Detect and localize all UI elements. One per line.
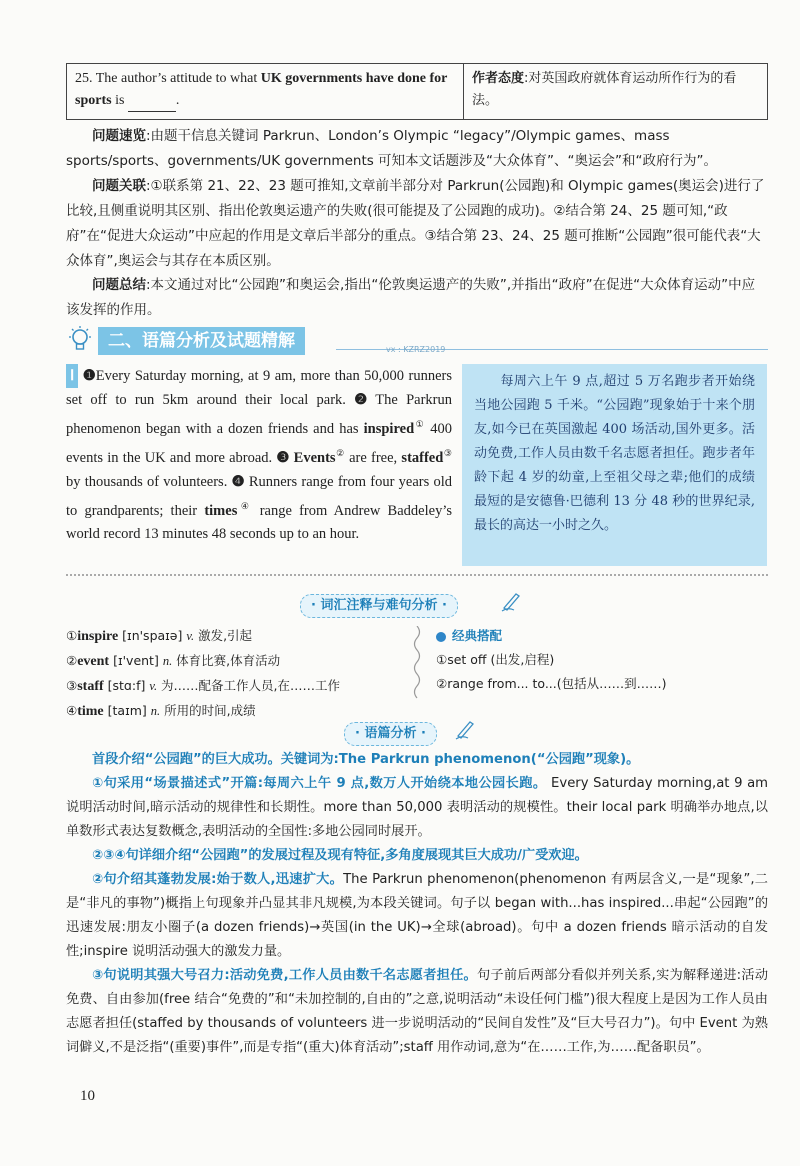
analysis-pill: · 语篇分析 · <box>344 722 437 746</box>
vocab-item: ①inspire [ɪn'spaɪə] v. 激发,引起 <box>66 628 253 644</box>
sentence-number: ❷ <box>354 392 368 408</box>
sentence-3a: are free, <box>344 449 402 466</box>
summary-para-3 <box>66 273 768 323</box>
stem-text: 25. The author’s attitude to what <box>75 71 261 86</box>
lightbulb-icon <box>66 325 94 355</box>
answer-text: :对英国政府就体育运动所作行为的看法。 <box>472 71 737 108</box>
footnote-mark: ③ <box>443 447 452 458</box>
footnote-mark: ④ <box>237 500 253 511</box>
section-header <box>66 323 768 359</box>
pen-icon <box>500 590 522 612</box>
analysis-para: ①句采用“场景描述式”开篇:每周六上午 9 点,数万人开始绕本地公园长跑。 Every Saturday morning,at 9 am 说明活动时间,暗示活动的规律性和长期性。more than 50,000 表明活动的规模性。their local park 明确举办地点,以单数形式表达复数概念,表明活动的全国性:多地公园同时展开。 <box>66 776 768 839</box>
vocab-word: times <box>204 502 238 519</box>
analysis-para: ③句说明其强大号召力:活动免费,工作人员由数千名志愿者担任。句子前后两部分看似并列关系,实为解释递进:活动免费、自由参加(free 结合“免费的”和“未加控制的,自由的”之意,说明活动“未设任何门槛”)很大程度上是因为工作人员由志愿者担任(staffed by thousands of volunteers 进一步说明活动的“民间自发性”及“巨大号召力”)。句中 Event 为熟词僻义,不是泛指“(重要)事件”,而是专指“(重大)体育活动”;staff 用作动词,意为“在……工作,为……配备职员”。 <box>66 968 769 1055</box>
translation-text: 每周六上午 9 点,超过 5 万名跑步者开始绕当地公园跑 5 千米。“公园跑”现象始于十来个朋友,如今已在英国激起 400 场活动,国外更多。活动免费,工作人员由数千名志愿者担任。跑步者年龄下起 4 岁的幼童,上至祖父母之辈;他们的成绩最短的是安德鲁·巴德利 13 分 48 秒的世界纪录,最长的高达一小时之久。 <box>474 374 755 533</box>
analysis-heading: ②③④句详细介绍“公园跑”的发展过程及现有特征,多角度展现其巨大成功/广受欢迎。 <box>92 848 588 863</box>
stem-bold: UK governments have done for sports <box>75 71 448 108</box>
sentence-4a: Runners range from four years old to grandparents; their <box>66 473 453 519</box>
dotted-divider <box>66 574 768 576</box>
analysis-para: ②句介绍其蓬勃发展:始于数人,迅速扩大。The Parkrun phenomenon(phenomenon 有两层含义,一是“现象”,二是“非凡的事物”)概指上句现象并凸显其非凡规模,为本段关键词。句子以 began with...has inspired...串起“公园跑”的迅速发展:朋友小圈子(a dozen friends)→英国(in the UK)→全球(abroad)。句中 a dozen friends 暗示活动的自发性;inspire 说明活动强大的激发力量。 <box>66 872 768 959</box>
sentence-2a: The Parkrun phenomenon began with a dozen friends and has <box>66 392 452 437</box>
stem-text-2: is <box>111 93 128 108</box>
collocation-title: 经典搭配 <box>436 624 766 648</box>
vocab-item: ③staff [stɑ:f] v. 为……配备工作人员,在……工作 <box>66 678 341 694</box>
english-passage <box>66 364 452 546</box>
vocab-pill: · 词汇注释与难句分析 · <box>300 594 458 618</box>
summary-para-1 <box>66 124 768 174</box>
collocation-item: ①set off (出发,启程) <box>436 652 555 667</box>
question-answer <box>464 64 767 119</box>
sentence-number: ❶ <box>82 368 96 384</box>
sentence-3b: by thousands of volunteers. <box>66 473 232 490</box>
summary-para-2 <box>66 174 768 274</box>
pen-icon <box>454 718 476 740</box>
collocations <box>436 624 766 696</box>
stem-end: . <box>175 93 180 108</box>
vocab-item: ②event [ɪ'vent] n. 体育比赛,体育活动 <box>66 653 281 669</box>
summary-lead-1: 问题速览 <box>92 128 146 144</box>
section-title: 二、语篇分析及试题精解 <box>98 327 305 355</box>
watermark: vx : KZRZ2019 <box>386 345 446 354</box>
translation-box <box>462 364 767 566</box>
footnote-mark: ① <box>414 419 426 429</box>
sentence-number: ❸ <box>276 449 290 466</box>
summary-lead-3: 问题总结 <box>92 277 146 293</box>
bullet-icon <box>436 632 446 642</box>
footnote-mark: ② <box>335 447 345 458</box>
squiggle-divider <box>410 626 424 702</box>
vocab-word: inspired <box>363 420 415 437</box>
analysis-heading: 首段介绍“公园跑”的巨大成功。关键词为:The Parkrun phenomenon(“公园跑”现象)。 <box>92 752 640 767</box>
sentence-number: ❹ <box>231 473 245 490</box>
vocab-item: ④time [taɪm] n. 所用的时间,成绩 <box>66 703 256 719</box>
answer-label: 作者态度 <box>472 71 525 86</box>
answer-blank <box>128 97 176 112</box>
paragraph-number: Ⅰ <box>66 364 78 388</box>
vocab-word: staffed <box>401 449 444 466</box>
question-table <box>66 63 768 120</box>
summary-text-3: :本文通过对比“公园跑”和奥运会,指出“伦敦奥运遗产的失败”,并指出“政府”在促进“大众体育运动”中应该发挥的作用。 <box>66 277 756 318</box>
sentence-1: Every Saturday morning, at 9 am, more than 50,000 runners set off to run 5km around their local park. <box>66 368 452 408</box>
vocab-word: Events <box>293 449 336 466</box>
summary-lead-2: 问题关联 <box>92 178 146 194</box>
vocab-list <box>66 624 406 724</box>
summary-text-1: :由题干信息关键词 Parkrun、London’s Olympic “legacy”/Olympic games、mass sports/sports、governments/UK governments 可知本文话题涉及“大众体育”、“奥运会”和“政府行为”。 <box>66 128 718 169</box>
sentence-4b: range from Andrew Baddeley’s world record 13 minutes 48 seconds up to an hour. <box>66 502 452 543</box>
sentence-2b: 400 events in the UK and more abroad. <box>66 420 452 466</box>
analysis-section <box>66 748 768 1060</box>
collocation-item: ②range from... to...(包括从……到……) <box>436 676 667 691</box>
summary-text-2: :①联系第 21、22、23 题可推知,文章前半部分对 Parkrun(公园跑)和 Olympic games(奥运会)进行了比较,且侧重说明其区别、指出伦敦奥运遗产的失败(很可能提及了公园跑的成功)。②结合第 24、25 题可知,“政府”在“促进大众运动”中应起的作用是文章后半部分的重点。③结合第 23、24、25 题可推断“公园跑”很可能代表“大众体育”,奥运会与其存在本质区别。 <box>66 178 765 269</box>
page-number: 10 <box>80 1088 95 1104</box>
question-stem <box>67 64 464 119</box>
